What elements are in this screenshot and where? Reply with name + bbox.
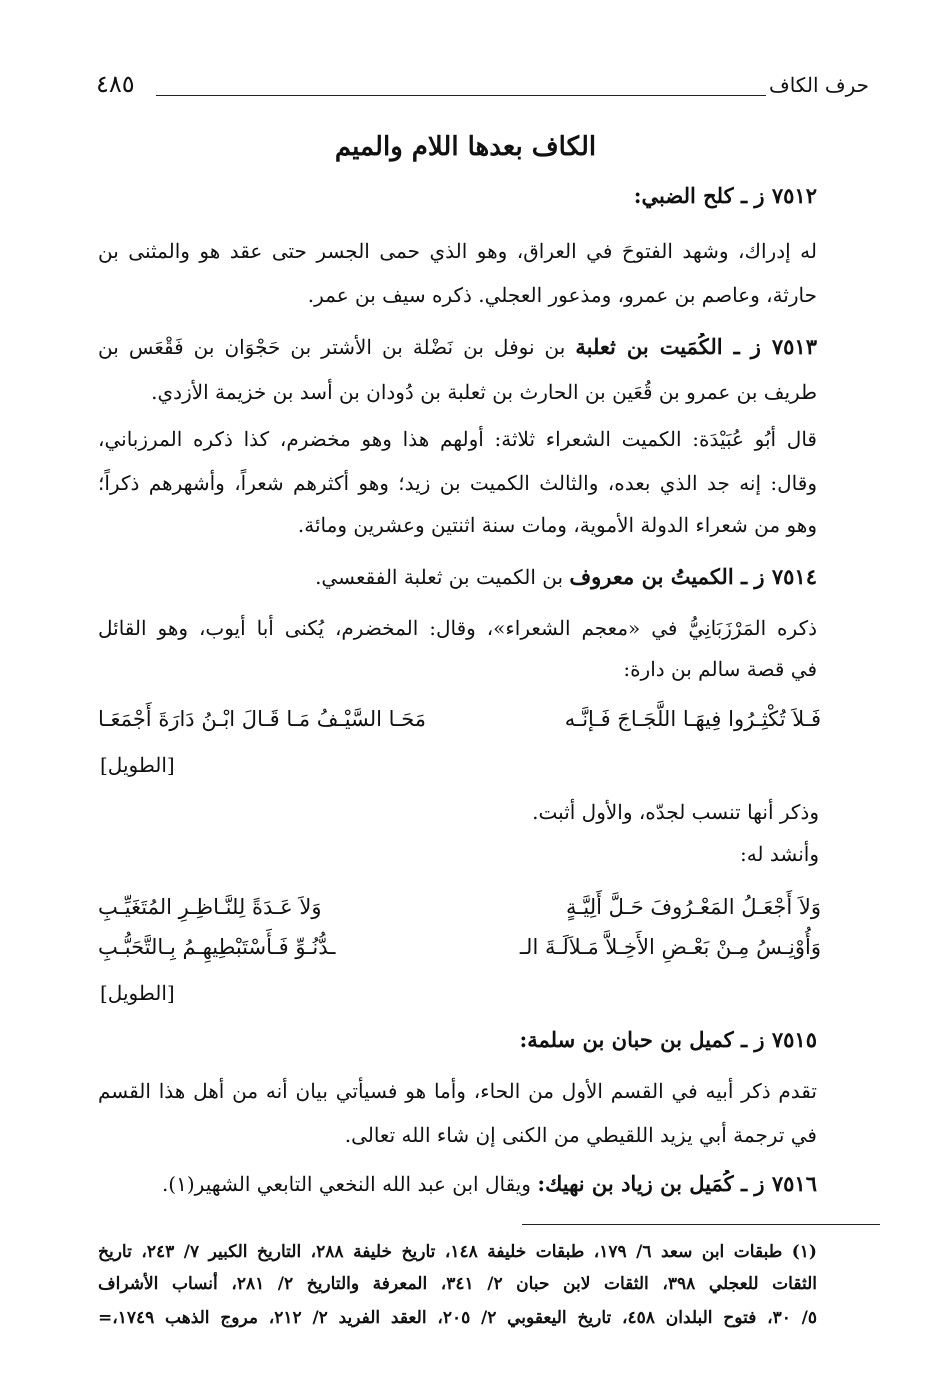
footnote-line: الثقات للعجلي ٣٩٨، الثقات لابن حبان ٢/ ٣٤١، المعرفة والتاريخ ٢/ ٢٨١، أنساب الأشراف — [98, 1274, 817, 1294]
entry-heading-line — [98, 563, 817, 591]
entry-heading: ٧٥١٦ ز ـ كُمَيل بن زياد بن نهيك: — [537, 1171, 817, 1196]
entry-heading-rest: بن نوفل بن نَضْلة بن الأشتر بن حَجْوَان بن فَقْعَس بن — [98, 335, 566, 359]
entry-text-line: وأنشد له: — [739, 842, 819, 866]
entry-text-line: قال أَبُو عُبَيْدَة: الكميت الشعراء ثلاثة: أولهم هذا وهو مخضرم، كذا ذكره المرزباني، — [98, 427, 817, 451]
entry-text-line: حارثة، وعاصم بن عمرو، ومذعور العجلي. ذكره سيف بن عمر. — [307, 283, 817, 307]
entry-heading: ٧٥١٣ ز ـ الكُمَيت بن ثعلبة — [575, 334, 817, 359]
verse-first-hemistich: وَأُوْنِـسُ مِـنْ بَعْـضِ الأَخِـلاَّ مَـلاَلَـةَ الـ — [519, 935, 821, 959]
entry-text-line: في ترجمة أبي يزيد اللقيطي من الكنى إن شاء الله تعالى. — [344, 1123, 817, 1147]
entry-text-line: ذكره المَرْزَبَانِيُّ في «معجم الشعراء»، وقال: المخضرم، يُكنى أبا أيوب، وهو القائل — [98, 616, 817, 640]
verse-second-hemistich: وَلاَ عَـدَةً لِلنَّـاظِـرِ المُتَغَيِّـبِ — [98, 895, 322, 919]
entry-text-line: وقال: إنه جد الذي بعده، والثالث الكميت بن زيد؛ وهو أكثرهم شعراً، وأشهرهم ذكراً؛ — [98, 471, 817, 495]
entry-text-line: تقدم ذكر أبيه في القسم الأول من الحاء، وأما هو فسيأتي بيان أنه من أهل هذا القسم — [98, 1079, 817, 1103]
footnote-line: (١) طبقات ابن سعد ٦/ ١٧٩، طبقات خليفة ١٤٨، تاريخ خليفة ٢٨٨، التاريخ الكبير ٧/ ٢٤٣، تاريخ — [98, 1242, 817, 1262]
entry-text-line: في قصة سالم بن دارة: — [623, 657, 817, 681]
header-rule — [156, 95, 766, 96]
verse-first-hemistich: فَـلاَ تُكْثِـرُوا فِيهَـا اللَّجَـاجَ فَـإنَّـه — [564, 707, 821, 731]
verse-first-hemistich: وَلاَ أَجْعَـلُ المَعْـرُوفَ حَـلَّ أَلِيَّـةٍ — [566, 895, 821, 919]
footnote-rule — [522, 1224, 880, 1225]
footnote-line: ٥/ ٣٠، فتوح البلدان ٤٥٨، تاريخ اليعقوبي ٢/ ٢٠٥، العقد الفريد ٢/ ٢١٢، مروج الذهب ١٧٤٩،= — [98, 1308, 817, 1328]
entry-text-line: طريف بن عمرو بن قُعَين بن الحارث بن ثعلبة بن دُودان بن أسد بن خزيمة الأزدي. — [151, 380, 817, 404]
entry-text-line: له إدراك، وشهد الفتوحَ في العراق، وهو الذي حمى الجسر حتى عقد هو والمثنى بن — [98, 239, 817, 263]
entry-heading-rest: ويقال ابن عبد الله النخعي التابعي الشهير(١). — [161, 1172, 531, 1196]
entry-text-line: وذكر أنها تنسب لجدّه، والأول أثبت. — [532, 800, 819, 824]
entry-heading-line — [98, 1170, 817, 1198]
verse-meter: [الطويل] — [100, 981, 175, 1005]
section-title: الكاف بعدها اللام والميم — [334, 132, 597, 162]
entry-heading: ٧٥١٤ ز ـ الكميتُ بن معروف — [569, 564, 817, 589]
verse-second-hemistich: ـدُّنُـوِّ فَـأَسْتَبْطِيهِـمُ بِـالتَّحَبُّـبِ — [98, 935, 336, 959]
entry-text-line: وهو من شعراء الدولة الأموية، ومات سنة اثنتين وعشرين ومائة. — [297, 513, 817, 537]
entry-heading: ٧٥١٥ ز ـ كميل بن حبان بن سلمة: — [519, 1027, 817, 1052]
verse-second-hemistich: مَحَـا السَّيْـفُ مَـا قَـالَ ابْـنُ دَارَةَ أَجْمَعَـا — [98, 707, 427, 731]
running-title: حرف الكاف — [768, 73, 869, 97]
entry-heading-rest: بن الكميت بن ثعلبة الفقعسي. — [315, 565, 564, 589]
verse-meter: [الطويل] — [100, 753, 175, 777]
entry-heading-line — [98, 333, 817, 361]
page-number: ٤٨٥ — [96, 70, 135, 98]
entry-heading: ٧٥١٢ ز ـ كلح الضبي: — [633, 183, 817, 208]
